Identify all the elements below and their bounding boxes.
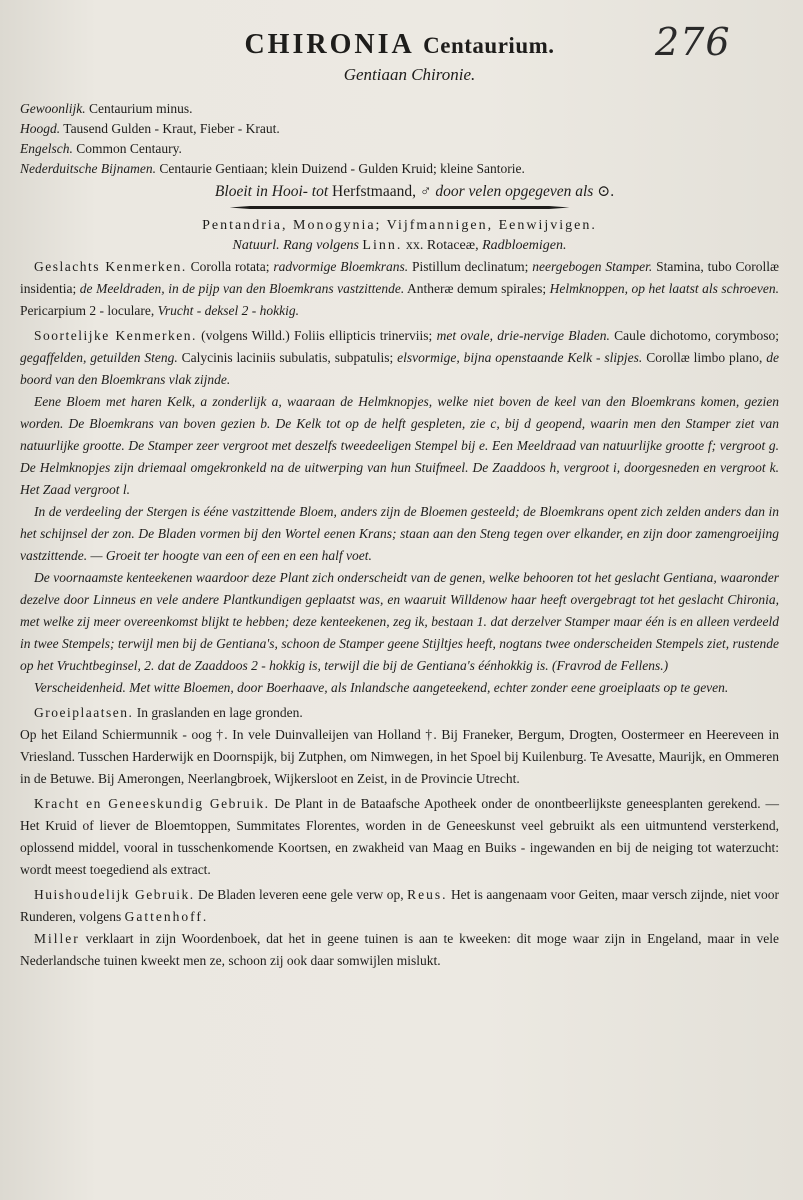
latin-text: Corollæ limbo plano, xyxy=(646,350,763,365)
name-label: Engelsch. xyxy=(20,141,73,156)
distinction-paragraph: De voornaamste kenteekenen waardoor deze Plant zich onderscheidt van de genen, welke behooren tot het geslacht Gentiana, waaronder dezelve door Linneus en vele andere Plantkundigen geplaatst was, en waaruit Willdenow haar heeft overgebragt tot het geslacht Chironia, met welke zij meer overeenkomst blijkt te hebben; deze kenteekenen, zeg ik, bestaan 1. dat derzelver Stamper maar één is en alleen verdeeld in twee Stempels; terwijl men bij de Gentiana's, schoon de Stamper geene Stijltjes heeft, nogtans twee onderscheiden Stempels ziet, rustende op het Vruchtbeginsel, 2. dat de Zaaddoos 2 - hokkig is, terwijl die bij de Gentiana's éénhokkig is. (Fravrod de Fellens.) xyxy=(20,570,779,673)
latin-text: Caule dichotomo, corymboso; xyxy=(614,328,780,343)
author-name: Miller xyxy=(34,931,80,946)
rank-text: Radbloemigen. xyxy=(482,238,567,253)
bloom-text: door velen opgegeven als xyxy=(435,183,594,200)
ornamental-rule xyxy=(230,205,570,210)
section-heading: Soortelijke Kenmerken. xyxy=(34,328,197,343)
miller-paragraph xyxy=(20,928,779,972)
habitat-intro xyxy=(20,702,779,724)
handwritten-page-number: 276 xyxy=(655,20,731,64)
section-heading: Kracht en Geneeskundig Gebruik. xyxy=(34,796,270,811)
author-name: Gattenhoff. xyxy=(124,909,209,924)
species-name: Centaurium. xyxy=(423,33,555,58)
annual-symbol-icon: ⊙. xyxy=(597,183,615,200)
name-row xyxy=(20,159,779,179)
variety-paragraph: Verscheidenheid. Met witte Bloemen, door Boerhaave, als Inlandsche aangeteekend, echter zonder eene groeiplaats op te geven. xyxy=(34,680,729,695)
name-row xyxy=(20,139,779,159)
flower-description: In de verdeeling der Stergen is ééne vastzittende Bloem, anders zijn de Bloemen gesteeld; de Bloemkrans opent zich zelden anders dan in het schijnsel der zon. De Bladen vormen bij den Wortel eenen Krans; staan aan den Steng tegen over elkander, en zijn door zamengroeijing vastzittende. — Groeit ter hoogte van een of een en een half voet. xyxy=(20,504,779,563)
latin-text: (volgens Willd.) Foliis ellipticis trinerviis; xyxy=(201,328,433,343)
name-label: Hoogd. xyxy=(20,121,61,136)
dutch-name: Gentiaan Chironie. xyxy=(343,65,476,84)
section-heading: Huishoudelijk Gebruik. xyxy=(34,887,195,902)
dutch-text: de boord van den Bloemkrans vlak zijnde. xyxy=(20,350,780,387)
bloom-text: Herfstmaand, xyxy=(332,183,416,200)
medicinal-use xyxy=(20,793,779,881)
rank-text: xx. Rotaceæ, xyxy=(405,238,479,253)
latin-text: Pistillum declinatum; xyxy=(411,259,529,274)
miller-text: verklaart in zijn Woordenboek, dat het in geene tuinen is aan te kweeken: dit moge waar zijn in Engeland, maar in vele Nederlandsche tuinen kweekt men ze, schoon zij ook daar somwijlen mislukt. xyxy=(20,931,779,968)
natural-rank xyxy=(20,236,779,256)
latin-text: Pericarpium 2 - loculare, xyxy=(20,303,155,318)
name-text: Centaurie Gentiaan; klein Duizend - Gulden Kruid; kleine Santorie. xyxy=(159,161,525,176)
male-symbol-icon: ♂ xyxy=(419,183,432,200)
bloom-text: Bloeit in Hooi- xyxy=(214,183,308,200)
dutch-text: Helmknoppen, op het laatst als schroeven. xyxy=(549,281,780,296)
name-text: Common Centaury. xyxy=(76,141,182,156)
classification-line: Pentandria, Monogynia; Vijfmannigen, Eenwijvigen. xyxy=(202,218,597,233)
rank-text: Rang volgens xyxy=(283,238,359,253)
dutch-text: neergebogen Stamper. xyxy=(532,259,653,274)
dutch-text: gegaffelden, getuilden Steng. xyxy=(20,350,178,365)
dutch-text: radvormige Bloemkrans. xyxy=(273,259,409,274)
bloom-text: tot xyxy=(311,183,329,200)
household-use xyxy=(20,884,779,928)
dutch-text: elsvormige, bijna openstaande Kelk - slipjes. xyxy=(397,350,643,365)
bloom-period xyxy=(20,181,779,203)
genus-name: CHIRONIA xyxy=(244,29,414,60)
household-text: De Bladen leveren eene gele verw op, xyxy=(198,887,404,902)
name-label: Gewoonlijk. xyxy=(20,101,86,116)
latin-text: Corolla rotata; xyxy=(190,259,270,274)
dutch-text: met ovale, drie-nervige Bladen. xyxy=(436,328,610,343)
name-row xyxy=(20,119,779,139)
section-heading: Geslachts Kenmerken. xyxy=(34,259,187,274)
author-name: Reus. xyxy=(407,887,448,902)
habitat-text: In graslanden en lage gronden. xyxy=(136,705,303,720)
habitat-locations: Op het Eiland Schiermunnik - oog †. In vele Duinvalleijen van Holland †. Bij Franeker, Bergum, Drogten, Oostermeer en Heereveen in Vriesland. Tusschen Harderwijk en Doornspijk, bij Zutphen, om Nimwegen, in het Spoel bij Kuilenburg. Te Avesatte, Maurijk, en Ommeren in de Betuwe. Bij Amerongen, Neerlangbroek, Wijkersloot en Zeist, in de Provincie Utrecht. xyxy=(20,727,779,786)
common-names xyxy=(20,99,779,179)
rank-label: Natuurl. xyxy=(232,238,280,253)
latin-text: Calycinis laciniis subulatis, subpatulis; xyxy=(181,350,394,365)
name-text: Tausend Gulden - Kraut, Fieber - Kraut. xyxy=(63,121,280,136)
species-characters xyxy=(20,325,779,391)
latin-text: Stamina, tubo Corollæ insidentia; xyxy=(20,259,780,296)
rank-author: Linn. xyxy=(362,238,403,253)
name-text: Centaurium minus. xyxy=(89,101,193,116)
dutch-text: de Meeldraden, in de pijp van den Bloemkrans vastzittende. xyxy=(79,281,405,296)
dutch-text: Vrucht - deksel 2 - hokkig. xyxy=(157,303,300,318)
medicinal-text: De Plant in de Bataafsche Apotheek onder de onontbeerlijkste geneesplanten gerekend. — Het Kruid of liever de Bloemtoppen, Summitates Florentes, worden in de Geneeskunst veel gebruikt als een uitmuntend versterkend, oplossend middel, vooral in tusschenkomende Koortsen, en zwakheid van Maag en Buiks - ingewanden en bij de neiging tot waterzucht: wordt meest toegediend als extract. xyxy=(20,796,779,877)
household-text: Het is aangenaam voor Geiten, maar versch zijnde, niet voor Runderen, volgens xyxy=(20,887,780,924)
figure-description: Eene Bloem met haren Kelk, a zonderlijk a, waaraan de Helmknopjes, welke niet boven de keel van den Bloemkrans komen, gezien worden. De Bloemkrans van boven gezien b. De Kelk tot op de helft gespleten, zie c, bij d geopend, waarin men den Stamper ziet van natuurlijke grootte. De Stamper zeer vergroot met deszelfs tweedeeligen Stempel bij e. Een Meeldraad van natuurlijke grootte f; vergroot g. De Helmknopjes zijn driemaal omgekronkeld na de uitwerping van hun Stuifmeel. De Zaaddoos h, vergroot i, doorgesneden en vergroot k. Het Zaad vergroot l. xyxy=(20,394,779,497)
name-label: Nederduitsche Bijnamen. xyxy=(20,161,156,176)
section-heading: Groeiplaatsen. xyxy=(34,705,134,720)
name-row xyxy=(20,99,779,119)
latin-text: Antheræ demum spirales; xyxy=(407,281,547,296)
genus-characters xyxy=(20,256,779,322)
